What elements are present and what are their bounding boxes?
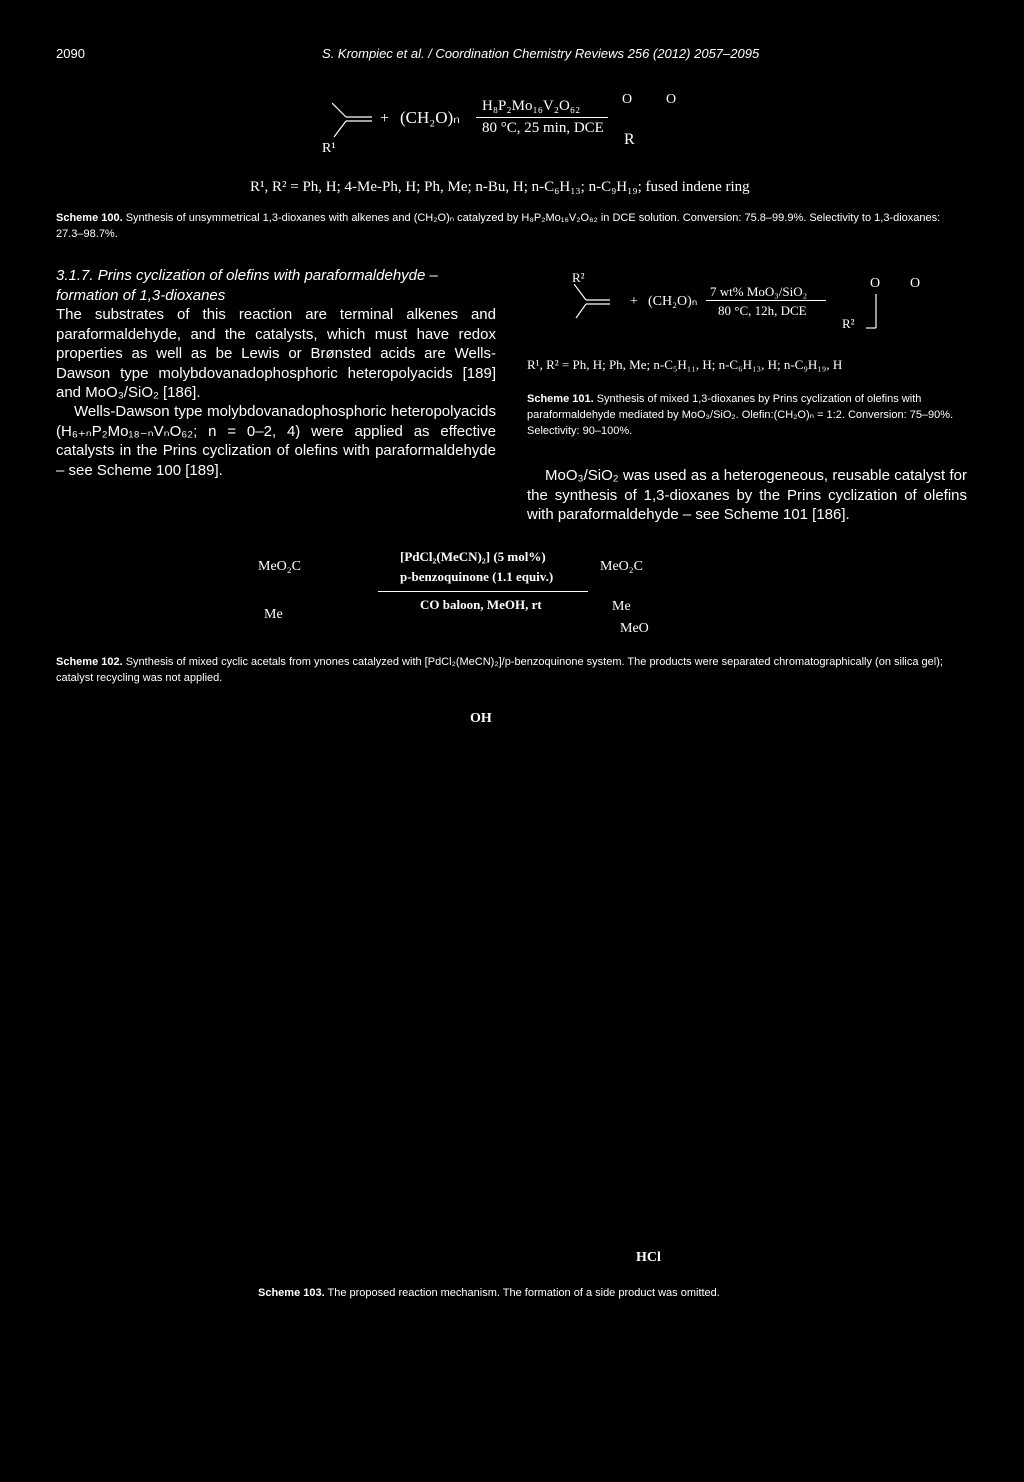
section-paragraph-2: Wells-Dawson type molybdovanadophosphoric heteropolyacids (H₆₊ₙP₂Mo₁₈₋ₙVₙO₆₂; n = 0–2, 4) were applied as effective catalysts in the Prins cyclization of olefins with paraformaldehyde – see Scheme 100 [189]. [56, 403, 496, 479]
hcl-label: HCl [636, 1250, 661, 1265]
scheme-101-caption [527, 391, 967, 439]
r2-top-label: R² [572, 270, 585, 285]
scheme-100-substituents: R¹, R² = Ph, H; 4-Me-Ph, H; Ph, Me; n-Bu, H; n-C₆H₁₃; n-C₉H₁₉; fused indene ring [250, 179, 750, 195]
scheme-102-diagram [250, 545, 710, 645]
caption-text-103: The proposed reaction mechanism. The formation of a side product was omitted. [327, 1287, 720, 1299]
product-methoxy: MeO [620, 621, 649, 636]
pd-catalyst-label: [PdCl₂(MeCN)₂] (5 mol%) [400, 549, 546, 564]
alkene-structure-101 [574, 284, 634, 334]
caption-label: Scheme 100. [56, 212, 123, 224]
hydroxyl-label: OH [470, 711, 492, 726]
conditions-label-101: 80 °C, 12h, DCE [718, 303, 807, 318]
reaction-arrow-101 [706, 300, 826, 301]
caption-text-102: Synthesis of mixed cyclic acetals from ynones catalyzed with [PdCl₂(MeCN)₂]/p-benzoquinone system. The products were separated chromatographically (on silica gel); catalyst recycling was not applied. [56, 656, 943, 684]
plus-sign: + [380, 110, 390, 127]
r-label: R [624, 131, 635, 148]
oxidant-label: p-benzoquinone (1.1 equiv.) [400, 569, 554, 584]
scheme-103-caption [258, 1285, 958, 1301]
section-heading: 3.1.7. Prins cyclization of olefins with paraformaldehyde – formation of 1,3-dioxanes [56, 267, 438, 304]
page-number: 2090 [56, 46, 85, 61]
journal-reference: S. Krompiec et al. / Coordination Chemistry Reviews 256 (2012) 2057–2095 [322, 46, 760, 61]
product-methyl: Me [612, 599, 631, 614]
r2-product-label: R² [842, 316, 855, 331]
reaction-arrow [476, 117, 608, 118]
scheme-101-diagram [560, 270, 960, 340]
oxygen-1: O [622, 92, 633, 107]
catalyst-label: H₈P₂Mo₁₆V₂O₆₂ [482, 98, 581, 114]
dioxane-fragment [860, 294, 920, 344]
r1-label: R¹ [322, 141, 336, 156]
scheme-102-caption [56, 654, 968, 686]
paraformaldehyde-101: (CH₂O)ₙ [648, 294, 698, 309]
scheme-100-diagram [310, 92, 680, 185]
scheme-100-caption [56, 210, 968, 242]
scheme-101-substituents: R¹, R² = Ph, H; Ph, Me; n-C₅H₁₁, H; n-C₆H₁₃, H; n-C₉H₁₉, H [527, 357, 843, 372]
conditions-label: 80 °C, 25 min, DCE [482, 120, 604, 136]
caption-label-101: Scheme 101. [527, 393, 594, 405]
oxygen-101-1: O [870, 276, 881, 291]
oxygen-2: O [666, 92, 677, 107]
caption-text: Synthesis of unsymmetrical 1,3-dioxanes with alkenes and (CH₂O)ₙ catalyzed by H₈P₂Mo₁₆V₂O₆₂ in DCE solution. Conversion: 75.8–99.9%. Selectivity to 1,3-dioxanes: 27.3–98.7%. [56, 212, 941, 240]
caption-label-103: Scheme 103. [258, 1287, 325, 1299]
reactant-ester: MeO₂C [258, 559, 301, 574]
caption-text-101: Synthesis of mixed 1,3-dioxanes by Prins cyclization of olefins with paraformaldehyde mediated by MoO₃/SiO₂. Olefin:(CH₂O)ₙ = 1:2. Conversion: 75–90%. Selectivity: 90–100%. [527, 393, 954, 437]
conditions-label-102: CO baloon, MeOH, rt [420, 597, 542, 612]
catalyst-label-101: 7 wt% MoO₃/SiO₂ [710, 284, 808, 299]
plus-sign-101: + [630, 294, 638, 309]
scheme-101-paragraph: MoO₃/SiO₂ was used as a heterogeneous, reusable catalyst for the synthesis of 1,3-dioxanes by the Prins cyclization of olefins with paraformaldehyde – see Scheme 101 [186]. [527, 467, 967, 523]
paraformaldehyde: (CH₂O)ₙ [400, 108, 460, 127]
reactant-methyl: Me [264, 607, 283, 622]
caption-label-102: Scheme 102. [56, 656, 123, 668]
product-ester: MeO₂C [600, 559, 643, 574]
reaction-arrow-102 [378, 591, 588, 592]
oxygen-101-2: O [910, 276, 921, 291]
section-paragraph-1: The substrates of this reaction are terminal alkenes and paraformaldehyde, and the catalysts, which must have redox properties as well as be Lewis or Brønsted acids are Wells-Dawson type molybdovanadophosphoric heteropolyacids [189] and MoO₃/SiO₂ [186]. [56, 306, 496, 401]
